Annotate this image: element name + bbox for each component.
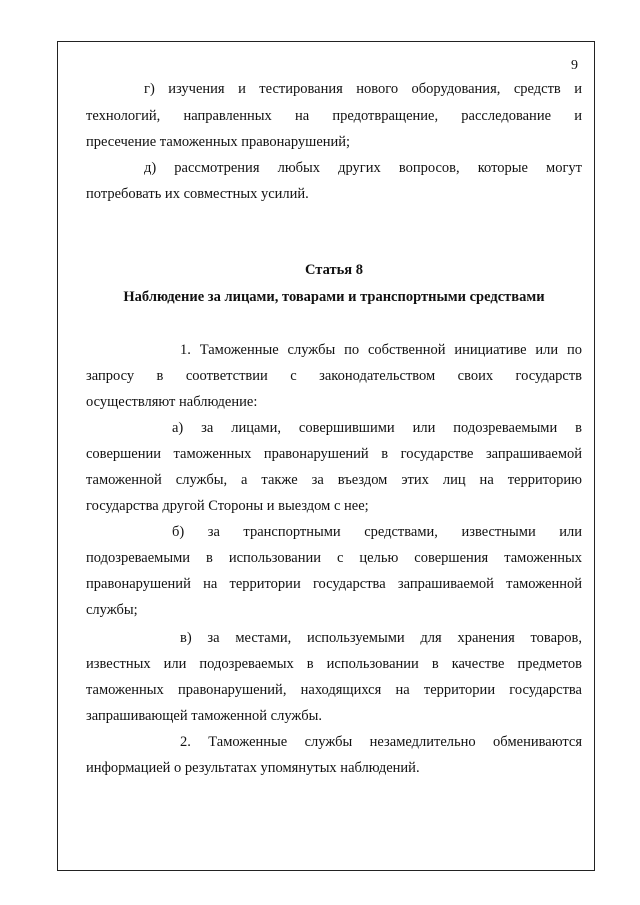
text-line: технологий, направленных на предотвращение, расследование и (86, 108, 582, 124)
text-line: совершении таможенных правонарушений в государстве запрашиваемой (86, 446, 582, 462)
text-line: государства другой Стороны и выездом с нее; (86, 498, 369, 514)
text-line: таможенной службы, а также за въездом этих лиц на территорию (86, 472, 582, 488)
article-heading: Статья 8 (305, 262, 363, 278)
text-line: правонарушений на территории государства запрашиваемой таможенной (86, 576, 582, 592)
text-line: известных или подозреваемых в использовании в качестве предметов (86, 656, 582, 672)
text-line: подозреваемыми в использовании с целью совершения таможенных (86, 550, 582, 566)
text-line: г) изучения и тестирования нового оборудования, средств и (144, 81, 582, 97)
text-line: потребовать их совместных усилий. (86, 186, 309, 202)
text-line: пресечение таможенных правонарушений; (86, 134, 351, 150)
text-line: 1. Таможенные службы по собственной инициативе или по (180, 342, 582, 358)
text-line: д) рассмотрения любых других вопросов, которые могут (144, 160, 582, 176)
text-line: службы; (86, 602, 138, 618)
text-line: б) за транспортными средствами, известными или (172, 524, 582, 540)
text-line: осуществляют наблюдение: (86, 394, 258, 410)
text-line: а) за лицами, совершившими или подозреваемыми в (172, 420, 582, 436)
article-subheading: Наблюдение за лицами, товарами и транспортными средствами (123, 289, 545, 305)
text-line: таможенных правонарушений, находящихся на территории государства (86, 682, 582, 698)
text-line: в) за местами, используемыми для хранения товаров, (180, 630, 582, 646)
text-line: 2. Таможенные службы незамедлительно обмениваются (180, 734, 582, 750)
text-line: информацией о результатах упомянутых наблюдений. (86, 760, 420, 776)
text-line: запросу в соответствии с законодательством своих государств (86, 368, 582, 384)
text-line: запрашивающей таможенной службы. (86, 708, 322, 724)
page-number: 9 (571, 58, 578, 73)
